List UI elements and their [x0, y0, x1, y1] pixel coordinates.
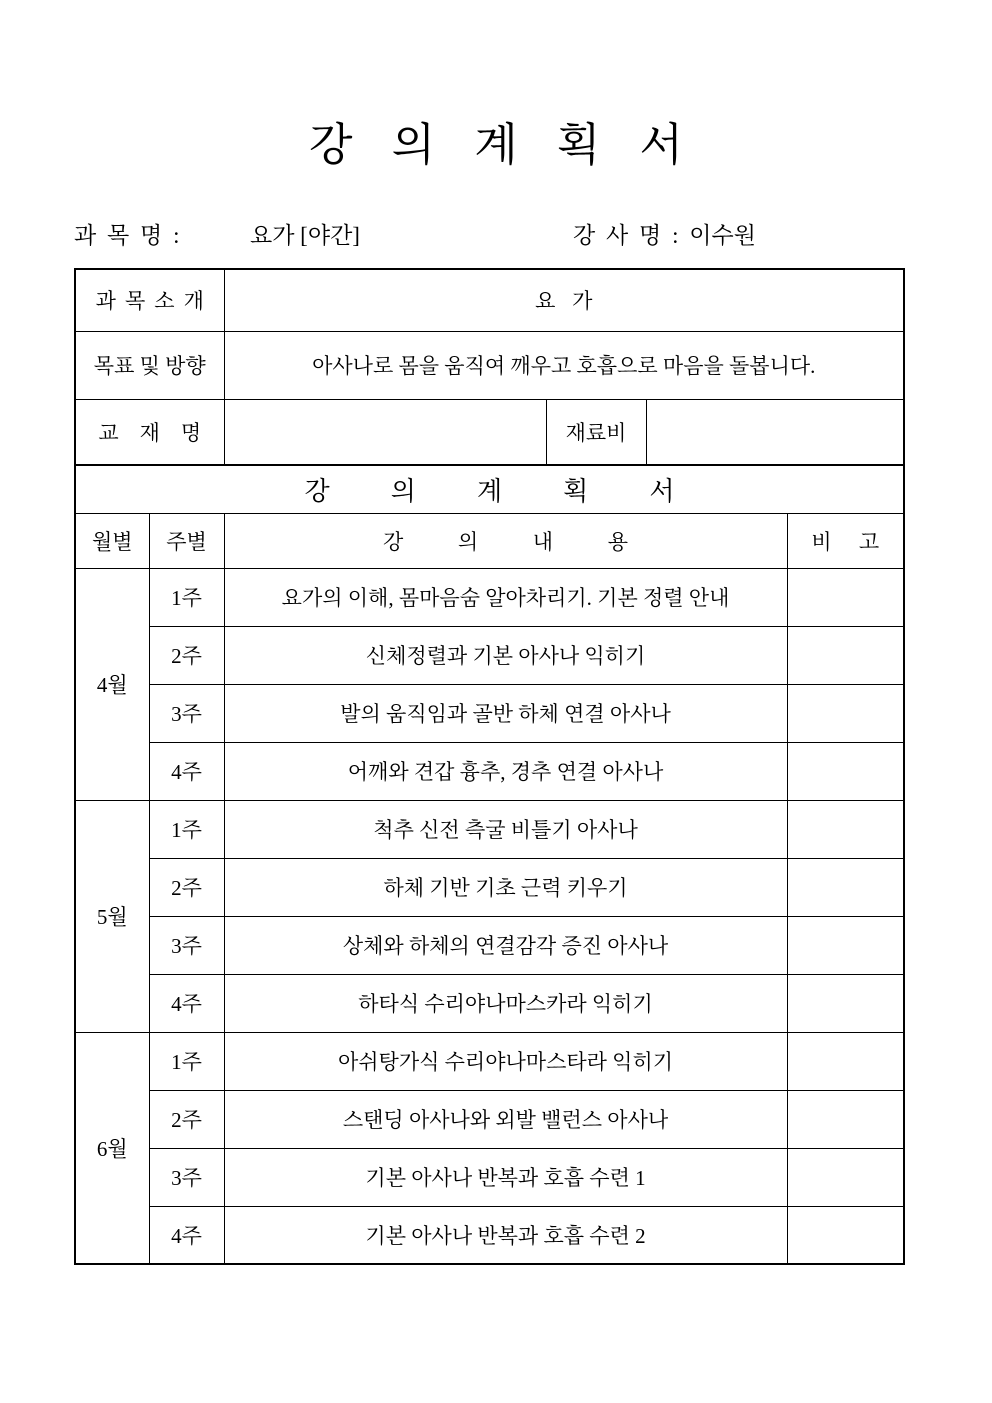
subject-name-label: 과 목 명 : — [74, 223, 180, 248]
note-cell — [787, 1032, 904, 1090]
content-cell: 기본 아사나 반복과 호흡 수련 2 — [224, 1206, 787, 1264]
note-cell — [787, 684, 904, 742]
month-cell: 4월 — [75, 568, 149, 800]
month-cell: 6월 — [75, 1032, 149, 1264]
content-cell: 어깨와 견갑 흉추, 경추 연결 아사나 — [224, 742, 787, 800]
instructor-group — [573, 217, 756, 250]
week-cell: 3주 — [149, 1148, 224, 1206]
subject-intro-label: 과 목 소 개 — [75, 269, 224, 331]
note-cell — [787, 858, 904, 916]
content-cell: 척추 신전 측굴 비틀기 아사나 — [224, 800, 787, 858]
content-cell: 스탠딩 아사나와 외발 밸런스 아사나 — [224, 1090, 787, 1148]
note-cell — [787, 568, 904, 626]
goal-value: 아사나로 몸을 움직여 깨우고 호흡으로 마음을 돌봅니다. — [224, 331, 904, 399]
content-cell: 상체와 하체의 연결감각 증진 아사나 — [224, 916, 787, 974]
textbook-value — [224, 399, 546, 465]
week-cell: 4주 — [149, 974, 224, 1032]
table-row — [75, 1148, 904, 1206]
content-cell: 발의 움직임과 골반 하체 연결 아사나 — [224, 684, 787, 742]
document-title: 강 의 계 획 서 — [309, 120, 683, 170]
week-cell: 3주 — [149, 684, 224, 742]
table-row — [75, 800, 904, 858]
note-cell — [787, 742, 904, 800]
section-title-row — [75, 465, 904, 513]
week-cell: 1주 — [149, 800, 224, 858]
content-cell: 요가의 이해, 몸마음숨 알아차리기. 기본 정렬 안내 — [224, 568, 787, 626]
content-cell: 하체 기반 기초 근력 키우기 — [224, 858, 787, 916]
header-content: 강 의 내 용 — [224, 513, 787, 568]
week-cell: 1주 — [149, 1032, 224, 1090]
instructor-name-label: 강 사 명 : — [573, 223, 679, 248]
material-cost-value — [646, 399, 904, 465]
table-row — [75, 916, 904, 974]
content-cell: 하타식 수리야나마스카라 익히기 — [224, 974, 787, 1032]
week-cell: 3주 — [149, 916, 224, 974]
table-row — [75, 568, 904, 626]
header-week: 주별 — [149, 513, 224, 568]
header-note: 비 고 — [787, 513, 904, 568]
header-month: 월별 — [75, 513, 149, 568]
note-cell — [787, 1206, 904, 1264]
table-row — [75, 974, 904, 1032]
meta-line — [74, 217, 905, 251]
content-cell: 기본 아사나 반복과 호흡 수련 1 — [224, 1148, 787, 1206]
instructor-name-value: 이수원 — [689, 223, 756, 248]
note-cell — [787, 1148, 904, 1206]
table-row — [75, 742, 904, 800]
week-cell: 4주 — [149, 742, 224, 800]
week-cell: 4주 — [149, 1206, 224, 1264]
table-row — [75, 858, 904, 916]
goal-row — [75, 331, 904, 399]
subject-intro-value: 요 가 — [224, 269, 904, 331]
section-title: 강 의 계 획 서 — [75, 465, 904, 513]
textbook-label: 교 재 명 — [75, 399, 224, 465]
week-cell: 1주 — [149, 568, 224, 626]
note-cell — [787, 626, 904, 684]
plan-header-row — [75, 513, 904, 568]
content-cell: 신체정렬과 기본 아사나 익히기 — [224, 626, 787, 684]
note-cell — [787, 800, 904, 858]
material-cost-label: 재료비 — [546, 399, 646, 465]
note-cell — [787, 974, 904, 1032]
month-cell: 5월 — [75, 800, 149, 1032]
table-row — [75, 684, 904, 742]
week-cell: 2주 — [149, 1090, 224, 1148]
textbook-row — [75, 399, 904, 465]
table-row — [75, 1032, 904, 1090]
week-cell: 2주 — [149, 858, 224, 916]
table-row — [75, 1206, 904, 1264]
lecture-plan-table — [74, 268, 905, 1265]
note-cell — [787, 1090, 904, 1148]
goal-label: 목표 및 방향 — [75, 331, 224, 399]
subject-name-value: 요가 [야간] — [250, 223, 360, 248]
table-row — [75, 1090, 904, 1148]
table-row — [75, 626, 904, 684]
subject-intro-row — [75, 269, 904, 331]
note-cell — [787, 916, 904, 974]
content-cell: 아쉬탕가식 수리야나마스타라 익히기 — [224, 1032, 787, 1090]
week-cell: 2주 — [149, 626, 224, 684]
